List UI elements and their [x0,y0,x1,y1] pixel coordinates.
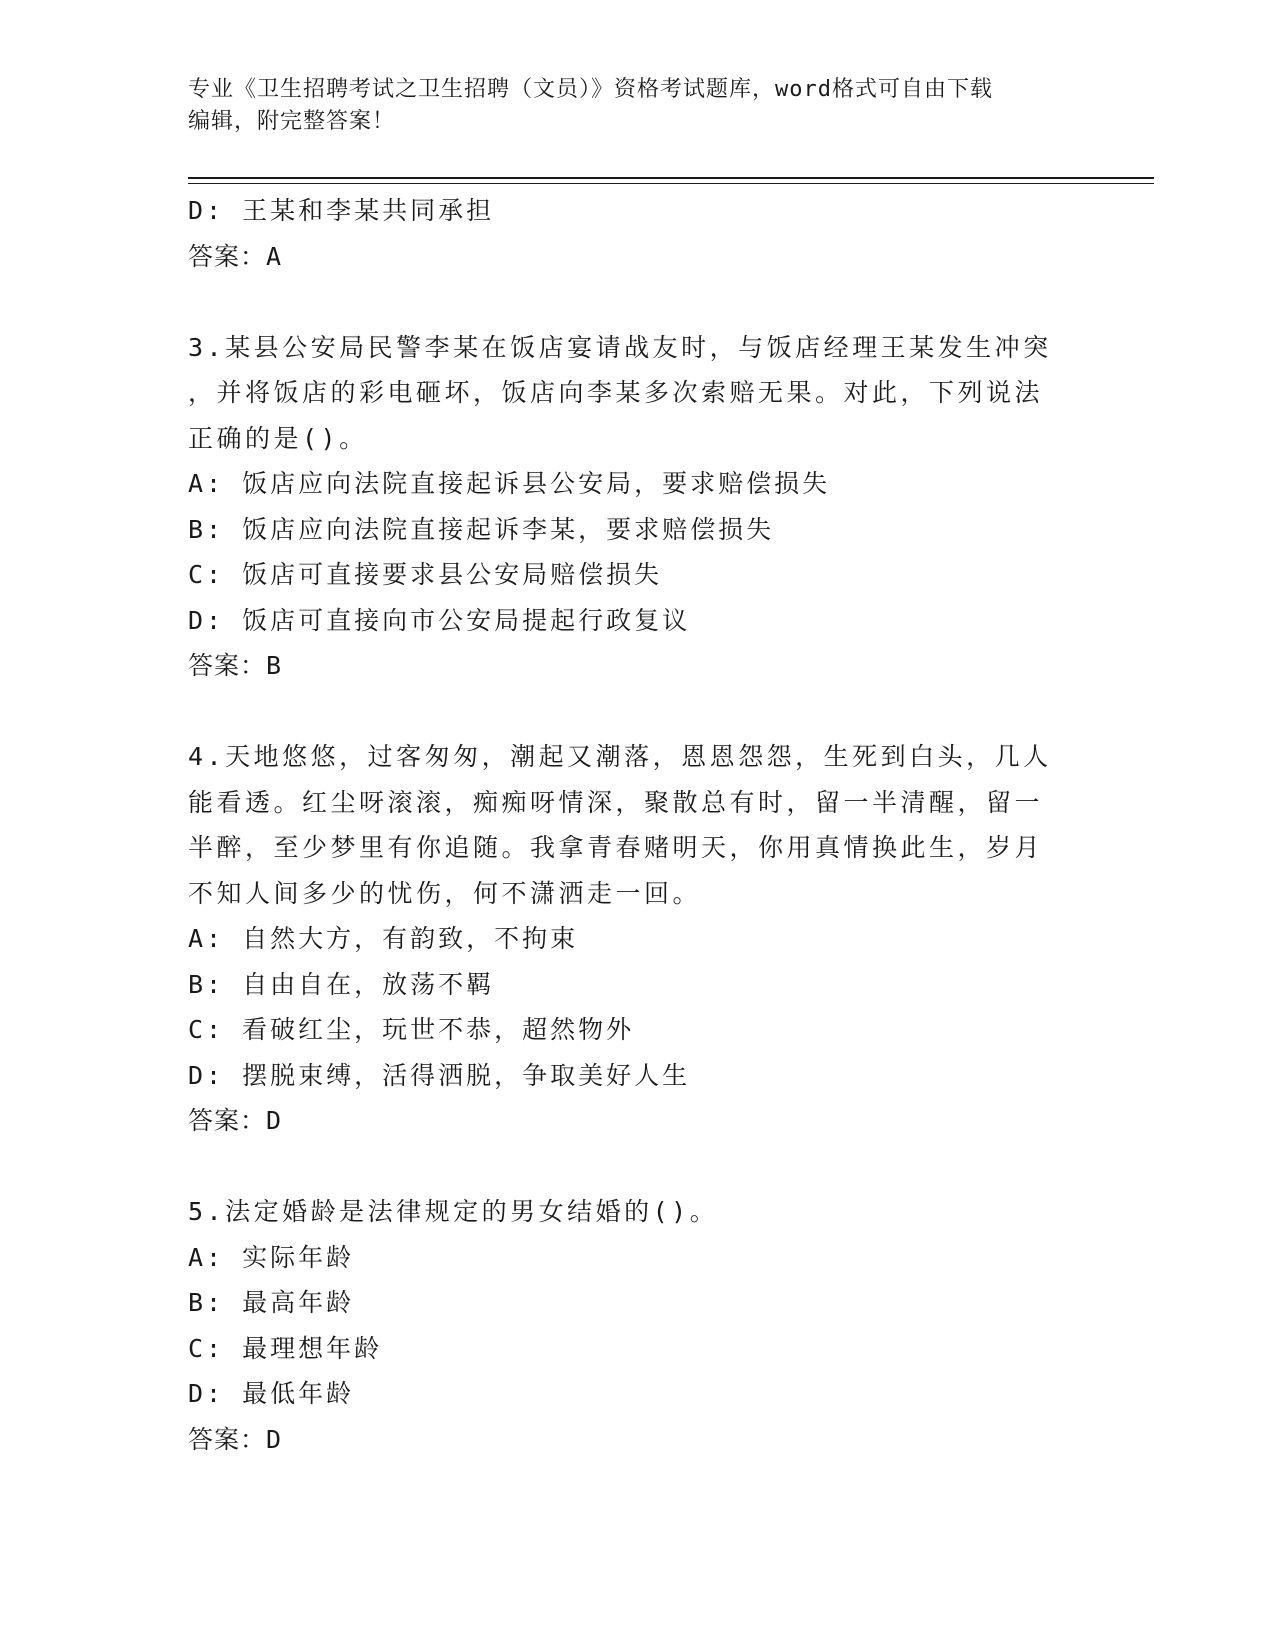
question-3-stem-line: 正确的是()。 [188,423,368,453]
question-5-answer [188,1417,1068,1463]
question-4-option-d: D: 摆脱束缚，活得洒脱，争取美好人生 [188,1060,691,1090]
spacer [188,689,1068,735]
question-4 [188,734,1068,1144]
question-4-stem-line: 半醉，至少梦里有你追随。我拿青春赌明天，你用真情换此生，岁月 [188,833,1044,862]
question-5-stem-line: 5.法定婚龄是法律规定的男女结婚的()。 [188,1197,719,1226]
question-3-option-d: D: 饭店可直接向市公安局提起行政复议 [188,605,691,635]
question-5-option-c: C: 最理想年龄 [188,1333,383,1363]
question-4-answer [188,1098,1068,1144]
answer-value: A [266,241,283,271]
question-5 [188,1189,1068,1462]
question-2-option-d: D: 王某和李某共同承担 [188,196,495,225]
question-4-stem-line: 4.天地悠悠，过客匆匆，潮起又潮落，恩恩怨怨，生死到白头，几人 [188,742,1052,771]
question-5-option-a: A: 实际年龄 [188,1242,355,1272]
answer-label: 答案： [188,1106,267,1135]
answer-label: 答案： [188,651,267,680]
question-2 [188,188,1068,279]
answer-value: D [266,1106,283,1135]
question-3-stem-line: 3.某县公安局民警李某在饭店宴请战友时，与饭店经理王某发生冲突 [188,332,1052,362]
document-body [188,188,1068,1462]
question-2-answer [188,234,1068,280]
question-4-option-b: B: 自由自在，放荡不羁 [188,969,495,999]
spacer [188,1144,1068,1190]
header-divider-thick [188,177,1154,179]
question-4-option-c: C: 看破红尘，玩世不恭，超然物外 [188,1015,635,1044]
question-3-stem-line: ，并将饭店的彩电砸坏，饭店向李某多次索赔无果。对此，下列说法 [188,378,1044,407]
answer-label: 答案： [188,241,267,271]
header-line-1: 专业《卫生招聘考试之卫生招聘（文员）》资格考试题库，word格式可自由下载 [188,77,993,102]
document-header [188,74,1068,138]
question-3-option-b: B: 饭店应向法院直接起诉李某，要求赔偿损失 [188,514,775,544]
question-4-option-a: A: 自然大方，有韵致，不拘束 [188,924,579,953]
question-5-option-d: D: 最低年龄 [188,1379,355,1408]
question-3-option-c: C: 饭店可直接要求县公安局赔偿损失 [188,560,663,589]
question-4-stem-line: 不知人间多少的忧伤，何不潇洒走一回。 [188,878,702,908]
header-line-2: 编辑，附完整答案！ [188,109,396,134]
header-divider-thin [188,183,1154,184]
answer-label: 答案： [188,1424,267,1454]
spacer [188,279,1068,325]
answer-value: B [266,651,283,680]
answer-value: D [266,1424,283,1454]
question-5-option-b: B: 最高年龄 [188,1288,355,1317]
question-3-answer [188,643,1068,689]
question-3-option-a: A: 饭店应向法院直接起诉县公安局，要求赔偿损失 [188,469,831,498]
question-4-stem-line: 能看透。红尘呀滚滚，痴痴呀情深，聚散总有时，留一半清醒，留一 [188,787,1044,817]
question-3 [188,325,1068,689]
